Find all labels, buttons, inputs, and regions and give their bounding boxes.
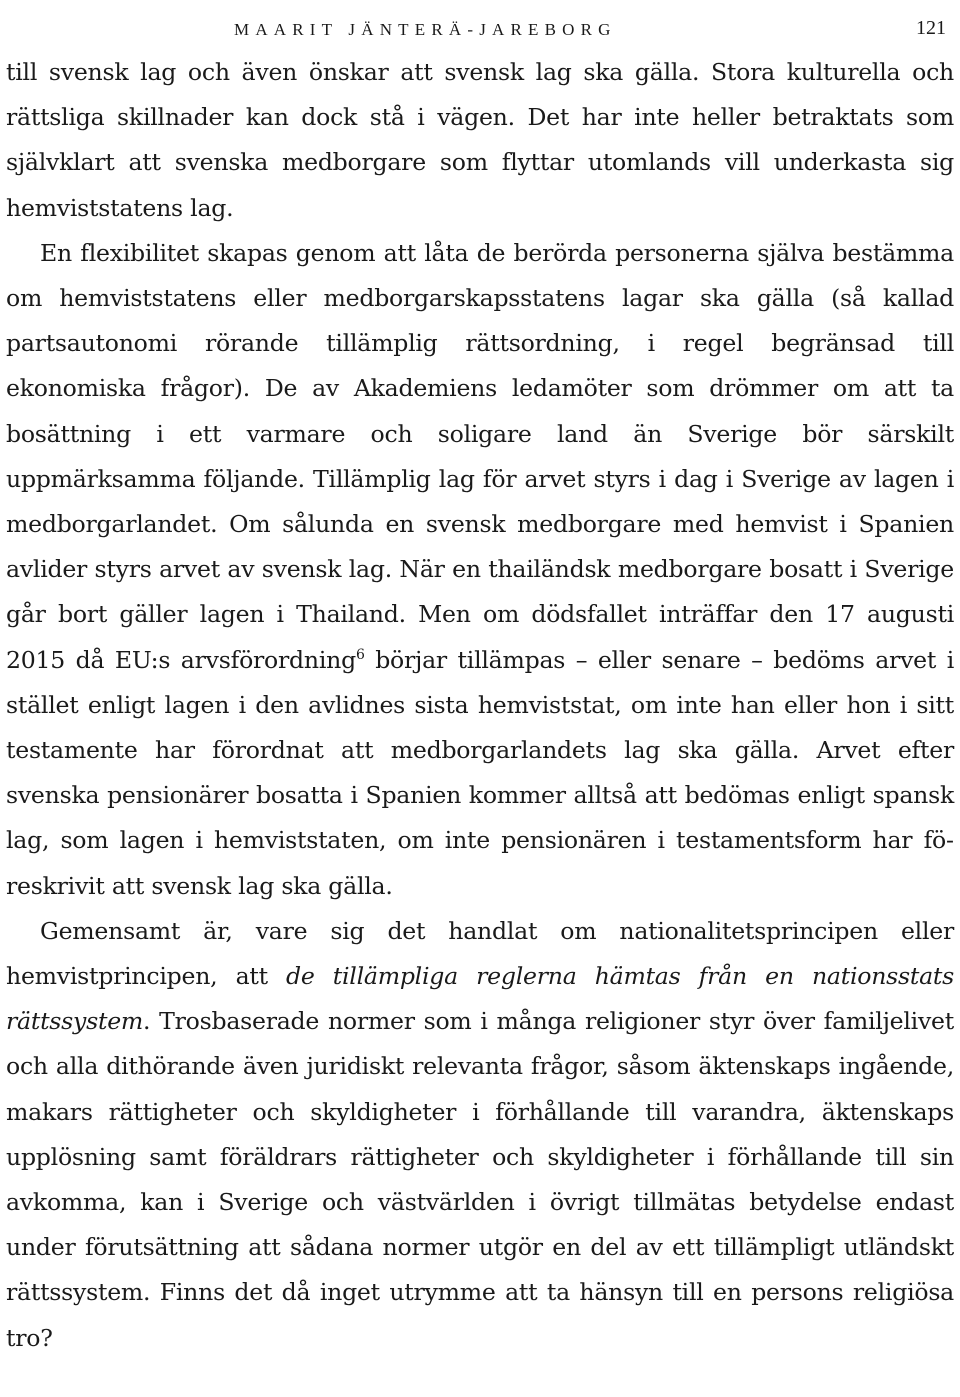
paragraph-3 — [6, 909, 954, 1361]
paragraph-3-text-cont: . Trosbaserade normer som i många religioner styr över familjelivet och alla dithörande även juridiskt relevanta frågor, såsom äktenskaps ingående, makars rättigheter och skyldigheter i förhållande till varandra, äktenskaps upplösning samt föräldrars rättigheter och skyldigheter i förhållande till sin avkomma, kan i Sverige och västvärlden i övrigt tillmätas betydelse endast under förutsättning att sådana normer utgör en del av ett tillämpligt utländskt rättssystem. Finns det då inget utrymme att ta hänsyn till en persons religiösa tro? — [6, 1007, 954, 1352]
footnote-reference: 6 — [355, 646, 365, 663]
paragraph-2 — [6, 231, 954, 909]
running-head-author: MAARIT JÄNTERÄ-JAREBORG — [234, 20, 617, 39]
emphasis-text: de tillämpliga reglerna hämtas från en nationsstats rättssystem — [6, 962, 954, 1036]
paragraph-2-text: En flexibilitet skapas genom att låta de berörda personerna själva bestämma om hemviststatens eller medborgarskapsstatens lagar ska gälla (så kallad partsautonomi rörande tillämplig rättsordning, i regel begränsad till ekonomiska frågor). De av Akademiens ledamöter som drömmer om att ta bosättning i ett varmare och soligare land än Sverige bör särskilt uppmärksamma följande. Tillämplig lag för arvet styrs i dag i Sverige av lagen i medborgarlandet. Om sålunda en svensk medborgare med hemvist i Spanien avlider styrs arvet av svensk lag. När en thailändsk medborgare bosatt i Sverige går bort gäller lagen i Thailand. Men om dödsfallet inträffar den 17 augusti 2015 då EU:s arvsförordning — [6, 238, 954, 674]
paragraph-2-text-cont: börjar tillämpas – eller senare – bedöms arvet i stället enligt lagen i den avlidnes sista hemviststat, om inte han eller hon i sitt testamente har förordnat att medborgarlandets lag ska gälla. Arvet efter svenska pensionärer bosatta i Spanien kommer alltså att bedömas enligt spansk lag, som lagen i hemviststaten, om inte pensionären i testamentsform har föreskrivit att svensk lag ska gälla. — [6, 645, 954, 900]
paragraph-3-text: Gemensamt är, vare sig det handlat om nationalitetsprincipen eller hemvistprincipen, att — [6, 916, 954, 991]
paragraph-1-text: till svensk lag och även önskar att svensk lag ska gälla. Stora kulturella och rättsliga skillnader kan dock stå i vägen. Det har inte heller betraktats som självklart att svenska medborgare som flyttar utomlands vill underkasta sig hemviststatens lag. — [6, 58, 954, 222]
paragraph-1 — [6, 50, 954, 231]
page-number: 121 — [916, 17, 946, 39]
body-text — [6, 50, 954, 1361]
running-header — [6, 0, 954, 38]
